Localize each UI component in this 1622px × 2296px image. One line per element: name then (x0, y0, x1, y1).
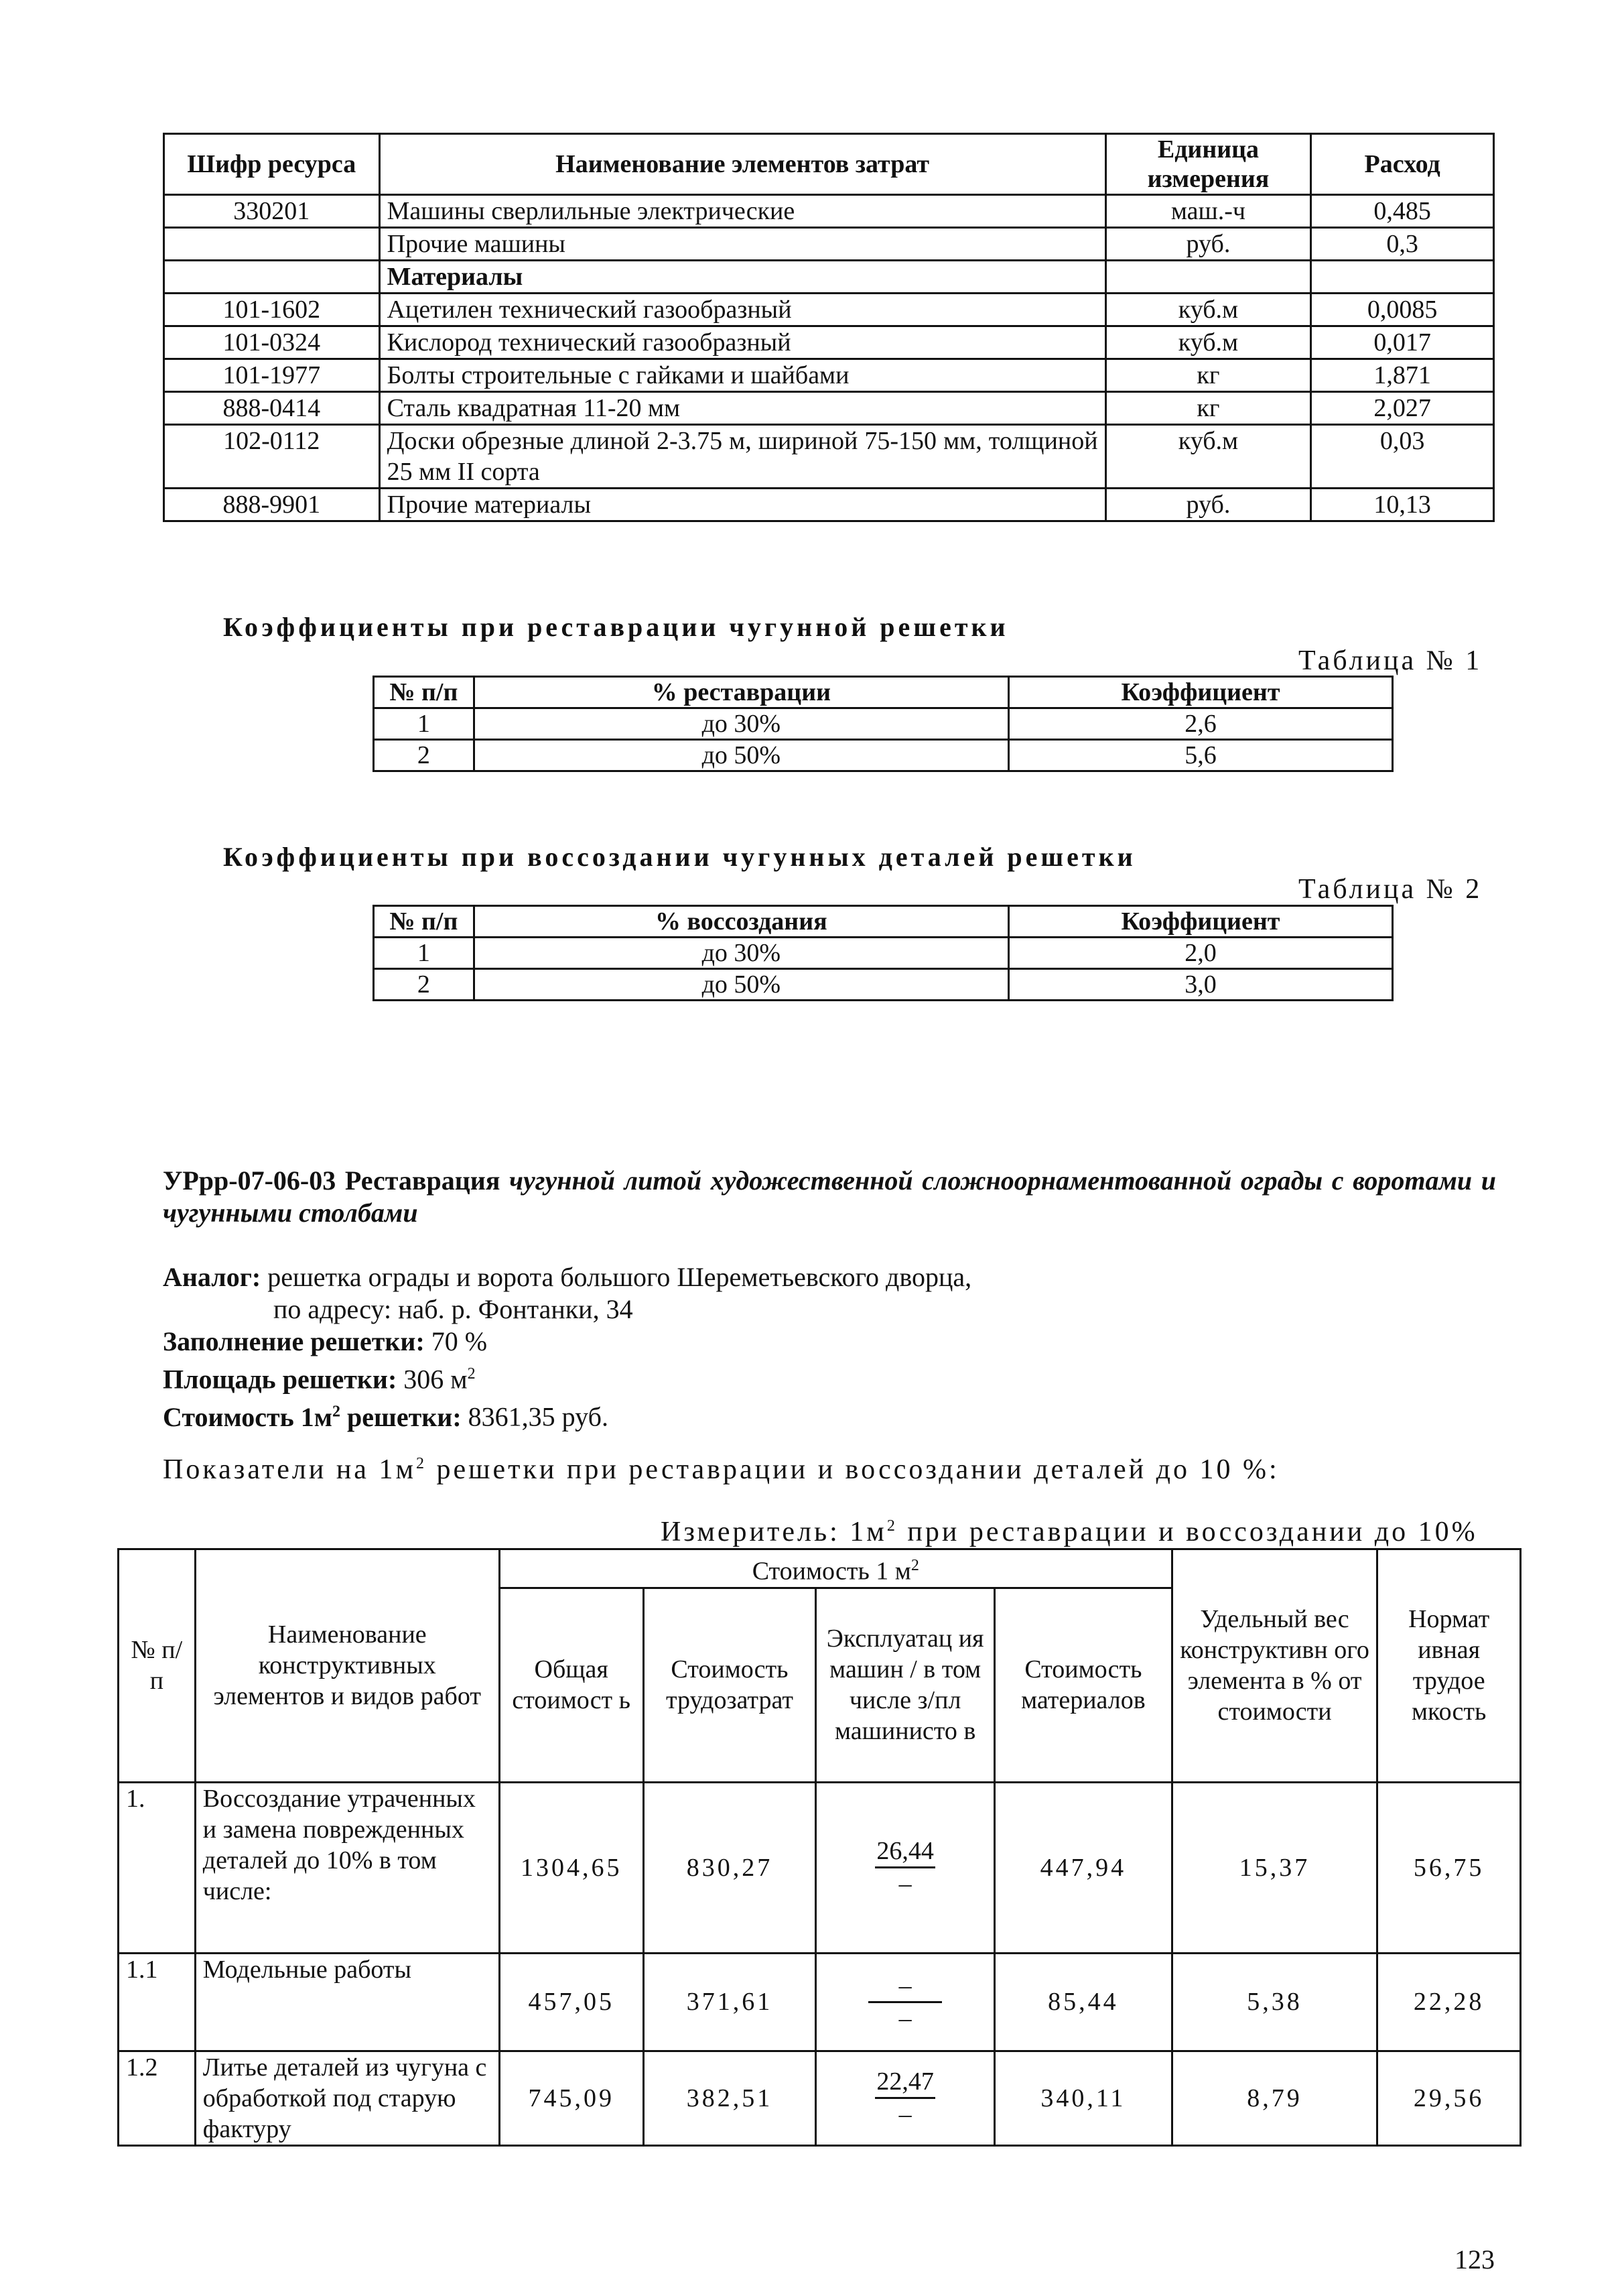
header-name: Наименование элементов затрат (379, 134, 1105, 195)
resource-name: Прочие машины (379, 228, 1105, 261)
resource-qty: 10,13 (1311, 489, 1494, 521)
row-coefficient: 3,0 (1008, 969, 1392, 1001)
resource-unit: руб. (1105, 489, 1311, 521)
table-row (119, 1953, 1521, 2051)
row-machines: $\frac{26,44}{-}$ (816, 1782, 995, 1953)
table2-label: Таблица № 2 (1298, 874, 1483, 905)
table-row (164, 228, 1494, 261)
resource-qty: 0,0085 (1311, 294, 1494, 326)
header-percent: % реставрации (474, 677, 1008, 708)
header-num: № п/п (374, 677, 474, 708)
resource-code: 101-1602 (164, 294, 380, 326)
row-norm: 56,75 (1377, 1782, 1521, 1953)
resource-unit: кг (1105, 392, 1311, 425)
header-norm: Нормат ивная трудое мкость (1377, 1549, 1521, 1783)
row-percent: до 50% (474, 969, 1008, 1001)
resource-table (163, 133, 1495, 522)
table-row (374, 969, 1393, 1001)
row-name: Литье деталей из чугуна с обработкой под старую фактуру (195, 2051, 499, 2145)
row-total: 1304,65 (499, 1782, 643, 1953)
resource-qty: 1,871 (1311, 359, 1494, 392)
resource-code (164, 261, 380, 294)
resource-unit: куб.м (1105, 294, 1311, 326)
section-code: УРрр-07-06-03 Реставрация (163, 1165, 500, 1196)
table-row (164, 326, 1494, 359)
resource-code: 101-1977 (164, 359, 380, 392)
row-num: 1. (119, 1782, 196, 1953)
table-row (119, 1782, 1521, 1953)
row-coefficient: 2,0 (1008, 938, 1392, 969)
row-num: 1 (374, 708, 474, 740)
row-num: 1 (374, 938, 474, 969)
section-title (163, 1165, 1496, 1229)
resource-name: Прочие материалы (379, 489, 1105, 521)
header-num: № п/п (119, 1549, 196, 1783)
table-row (164, 294, 1494, 326)
resource-qty: 0,485 (1311, 195, 1494, 228)
table1-header (374, 677, 1393, 708)
row-machines: $\frac{-}{-}$ (816, 1953, 995, 2051)
row-percent: до 30% (474, 708, 1008, 740)
table-row (374, 938, 1393, 969)
row-norm: 29,56 (1377, 2051, 1521, 2145)
header-qty: Расход (1311, 134, 1494, 195)
table-row (164, 489, 1494, 521)
area-value: 306 м (403, 1364, 468, 1395)
resource-code: 888-9901 (164, 489, 380, 521)
measure-text: Измеритель: $1м^2$ при реставрации и воссоздании до 10% (661, 1517, 1478, 1547)
table1-heading: Коэффициенты при реставрации чугунной решетки (223, 612, 1009, 642)
indicators-table (117, 1548, 1522, 2147)
table-row (374, 708, 1393, 740)
resource-name: Сталь квадратная 11-20 мм (379, 392, 1105, 425)
row-num: 1.1 (119, 1953, 196, 2051)
header-labor: Стоимость трудозатрат (643, 1588, 816, 1782)
table-row (164, 261, 1494, 294)
resource-unit: руб. (1105, 228, 1311, 261)
section-label-materials: Материалы (379, 261, 1105, 294)
analog-address: по адресу: наб. р. Фонтанки, 34 (273, 1294, 633, 1324)
table2-header (374, 906, 1393, 938)
header-unit: Единица измерения (1105, 134, 1311, 195)
header-cost-group: Стоимость 1 $м^2$ (499, 1549, 1172, 1588)
row-share: 5,38 (1172, 1953, 1377, 2051)
table-row (164, 392, 1494, 425)
row-labor: 371,61 (643, 1953, 816, 2051)
row-machines: $\frac{22,47}{-}$ (816, 2051, 995, 2145)
table-row (119, 2051, 1521, 2145)
row-materials: 340,11 (995, 2051, 1172, 2145)
resource-unit: кг (1105, 359, 1311, 392)
resource-qty: 0,017 (1311, 326, 1494, 359)
page-number: 123 (1455, 2244, 1495, 2275)
resource-unit: куб.м (1105, 326, 1311, 359)
row-total: 745,09 (499, 2051, 643, 2145)
table-row (374, 740, 1393, 771)
resource-table-header (164, 134, 1494, 195)
resource-name: Кислород технический газообразный (379, 326, 1105, 359)
resource-code: 101-0324 (164, 326, 380, 359)
area-sup: 2 (467, 1365, 476, 1383)
resource-code: 102-0112 (164, 425, 380, 489)
section-title-rest: чугунной литой художественной сложноорнаментованной ограды с воротами и чугунными столбами (163, 1165, 1496, 1228)
row-materials: 85,44 (995, 1953, 1172, 2051)
resource-name: Доски обрезные длиной 2-3.75 м, шириной 75-150 мм, толщиной 25 мм II сорта (379, 425, 1105, 489)
row-num: 2 (374, 969, 474, 1001)
header-machines: Эксплуатац ия машин / в том числе з/пл машинисто в (816, 1588, 995, 1782)
row-labor: 830,27 (643, 1782, 816, 1953)
cost-label-rest: решетки: (340, 1401, 462, 1432)
row-coefficient: 2,6 (1008, 708, 1392, 740)
row-materials: 447,94 (995, 1782, 1172, 1953)
header-code: Шифр ресурса (164, 134, 380, 195)
resource-name: Болты строительные с гайками и шайбами (379, 359, 1105, 392)
resource-qty: 2,027 (1311, 392, 1494, 425)
resource-unit (1105, 261, 1311, 294)
indicators-text: Показатели на $1м^2$ решетки при реставрации и воссоздании деталей до 10 %: (163, 1454, 1280, 1485)
resource-qty (1311, 261, 1494, 294)
cost-label-sup: 2 (332, 1403, 341, 1421)
analog-label: Аналог: (163, 1262, 261, 1292)
resource-qty: 0,3 (1311, 228, 1494, 261)
resource-code (164, 228, 380, 261)
row-norm: 22,28 (1377, 1953, 1521, 2051)
row-total: 457,05 (499, 1953, 643, 2051)
resource-qty: 0,03 (1311, 425, 1494, 489)
header-num: № п/п (374, 906, 474, 938)
resource-unit: куб.м (1105, 425, 1311, 489)
row-name: Воссоздание утраченных и замена поврежденных деталей до 10% в том числе: (195, 1782, 499, 1953)
table-row (164, 359, 1494, 392)
area-label: Площадь решетки: (163, 1364, 397, 1395)
row-share: 8,79 (1172, 2051, 1377, 2145)
header-coefficient: Коэффициент (1008, 906, 1392, 938)
resource-name: Ацетилен технический газообразный (379, 294, 1105, 326)
table1-label: Таблица № 1 (1298, 645, 1483, 676)
header-share: Удельный вес конструктивн ого элемента в % от стоимости (1172, 1549, 1377, 1783)
cost-label: Стоимость 1м (163, 1401, 333, 1432)
resource-code: 888-0414 (164, 392, 380, 425)
fill-label: Заполнение решетки: (163, 1326, 425, 1356)
row-share: 15,37 (1172, 1782, 1377, 1953)
row-percent: до 50% (474, 740, 1008, 771)
table2 (373, 905, 1394, 1001)
resource-code: 330201 (164, 195, 380, 228)
resource-unit: маш.-ч (1105, 195, 1311, 228)
header-total: Общая стоимост ь (499, 1588, 643, 1782)
header-name: Наименование конструктивных элементов и видов работ (195, 1549, 499, 1783)
row-name: Модельные работы (195, 1953, 499, 2051)
table-row (164, 425, 1494, 489)
analog-block (163, 1261, 1496, 1433)
row-coefficient: 5,6 (1008, 740, 1392, 771)
header-percent: % воссоздания (474, 906, 1008, 938)
table1 (373, 676, 1394, 772)
row-num: 2 (374, 740, 474, 771)
row-num: 1.2 (119, 2051, 196, 2145)
analog-text: решетка ограды и ворота большого Шереметьевского дворца, (267, 1262, 972, 1292)
resource-name: Машины сверлильные электрические (379, 195, 1105, 228)
cost-value: 8361,35 руб. (468, 1401, 608, 1432)
row-percent: до 30% (474, 938, 1008, 969)
header-materials: Стоимость материалов (995, 1588, 1172, 1782)
row-labor: 382,51 (643, 2051, 816, 2145)
table-row (164, 195, 1494, 228)
table2-heading: Коэффициенты при воссоздании чугунных деталей решетки (223, 842, 1136, 872)
header-coefficient: Коэффициент (1008, 677, 1392, 708)
fill-value: 70 % (431, 1326, 488, 1356)
